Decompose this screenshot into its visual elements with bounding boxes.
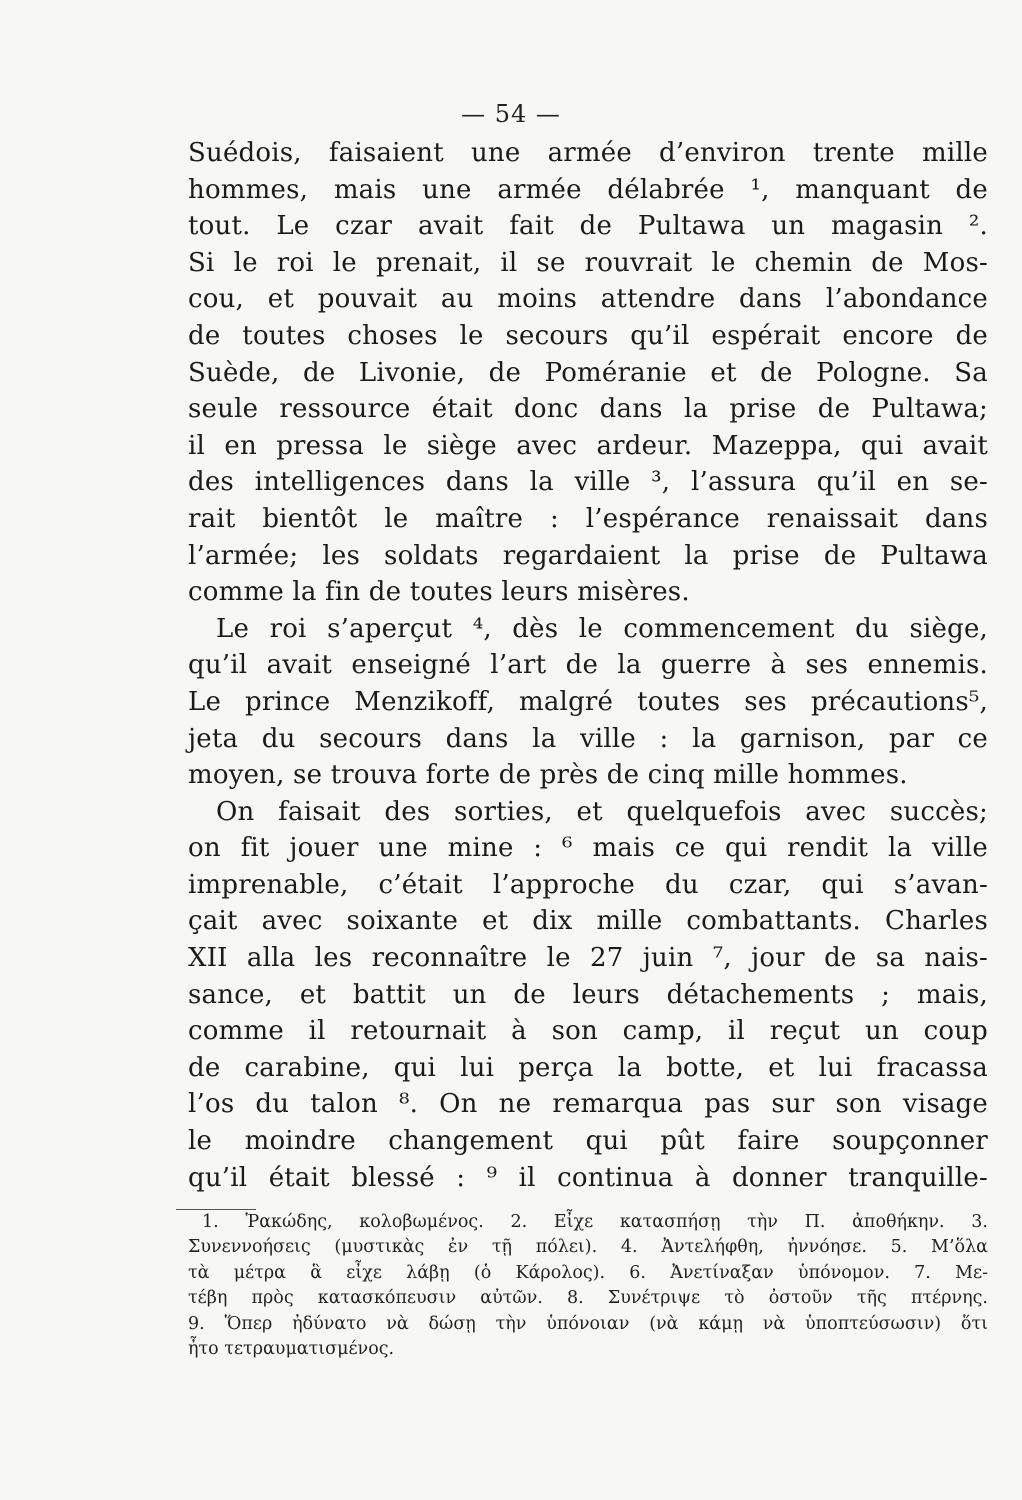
text-line: sance, et battit un de leurs détachements ; mais, (188, 979, 988, 1010)
text-line: des intelligences dans la ville ³, l’assura qu’il en se- (188, 467, 988, 498)
text-line: Suède, de Livonie, de Poméranie et de Pologne. Sa (188, 357, 988, 388)
text-line: imprenable, c’était l’approche du czar, qui s’avan- (188, 869, 988, 900)
text-line: comme la fin de toutes leurs misères. (188, 577, 690, 608)
text-line: Le prince Menzikoff, malgré toutes ses précautions⁵, (188, 686, 988, 717)
footnote-line: 9. Ὅπερ ἠδύνατο νὰ δώσῃ τὴν ὑπόνοιαν (νὰ κάμῃ νὰ ὑποπτεύσωσιν) ὅτι (188, 1313, 988, 1334)
text-line: le moindre changement qui pût faire soupçonner (188, 1126, 988, 1157)
text-line: on fit jouer une mine : ⁶ mais ce qui rendit la ville (188, 833, 988, 864)
text-line: On faisait des sorties, et quelquefois avec succès; (216, 796, 988, 827)
footnote-line: τὰ μέτρα ἃ εἶχε λάβῃ (ὁ Κάρολος). 6. Ἀνετίναξαν ὑπόνομον. 7. Με- (188, 1262, 988, 1283)
footnote-line: 1. Ῥακώδης, κολοβωμένος. 2. Εἶχε κατασπήσῃ τὴν Π. ἀποθήκην. 3. (202, 1212, 988, 1232)
text-line: de toutes choses le secours qu’il espérait encore de (188, 320, 988, 351)
text-line: çait avec soixante et dix mille combattants. Charles (188, 906, 988, 937)
text-line: tout. Le czar avait fait de Pultawa un magasin ². (188, 211, 988, 242)
text-line: l’armée; les soldats regardaient la prise de Pultawa (188, 540, 988, 571)
text-line: hommes, mais une armée délabrée ¹, manquant de (188, 174, 988, 205)
footnote-line: τέβη πρὸς κατασκόπευσιν αὐτῶν. 8. Συνέτριψε τὸ ὀστοῦν τῆς πτέρνης. (188, 1288, 988, 1309)
text-line: moyen, se trouva forte de près de cinq mille hommes. (188, 760, 908, 791)
text-line: XII alla les reconnaître le 27 juin ⁷, jour de sa nais- (188, 943, 988, 974)
text-line: Si le roi le prenait, il se rouvrait le chemin de Mos- (188, 247, 988, 278)
text-line: il en pressa le siège avec ardeur. Mazeppa, qui avait (188, 430, 988, 461)
text-line: l’os du talon ⁸. On ne remarqua pas sur son visage (188, 1089, 988, 1120)
text-line: qu’il était blessé : ⁹ il continua à donner tranquille- (188, 1162, 988, 1193)
footnote-line: Συνεννοήσεις (μυστικὰς ἐν τῇ πόλει). 4. Ἀντελήφθη, ἠννόησε. 5. Μ’ὅλα (188, 1237, 988, 1258)
text-line: cou, et pouvait au moins attendre dans l’abondance (188, 284, 988, 315)
text-line: seule ressource était donc dans la prise de Pultawa; (188, 394, 988, 425)
body-text (188, 135, 988, 1196)
footnotes (188, 1210, 988, 1362)
text-line: comme il retournait à son camp, il reçut un coup (188, 1016, 988, 1047)
page-number: — 54 — (461, 100, 561, 128)
text-line: de carabine, qui lui perça la botte, et lui fracassa (188, 1052, 988, 1083)
text-line: rait bientôt le maître : l’espérance renaissait dans (188, 503, 988, 534)
text-line: qu’il avait enseigné l’art de la guerre à ses ennemis. (188, 650, 988, 681)
footnote-line: ἦτο τετραυματισμένος. (188, 1338, 395, 1359)
text-line: Suédois, faisaient une armée d’environ trente mille (188, 138, 988, 168)
text-line: Le roi s’aperçut ⁴, dès le commencement du siège, (216, 613, 988, 644)
text-line: jeta du secours dans la ville : la garnison, par ce (188, 723, 988, 754)
